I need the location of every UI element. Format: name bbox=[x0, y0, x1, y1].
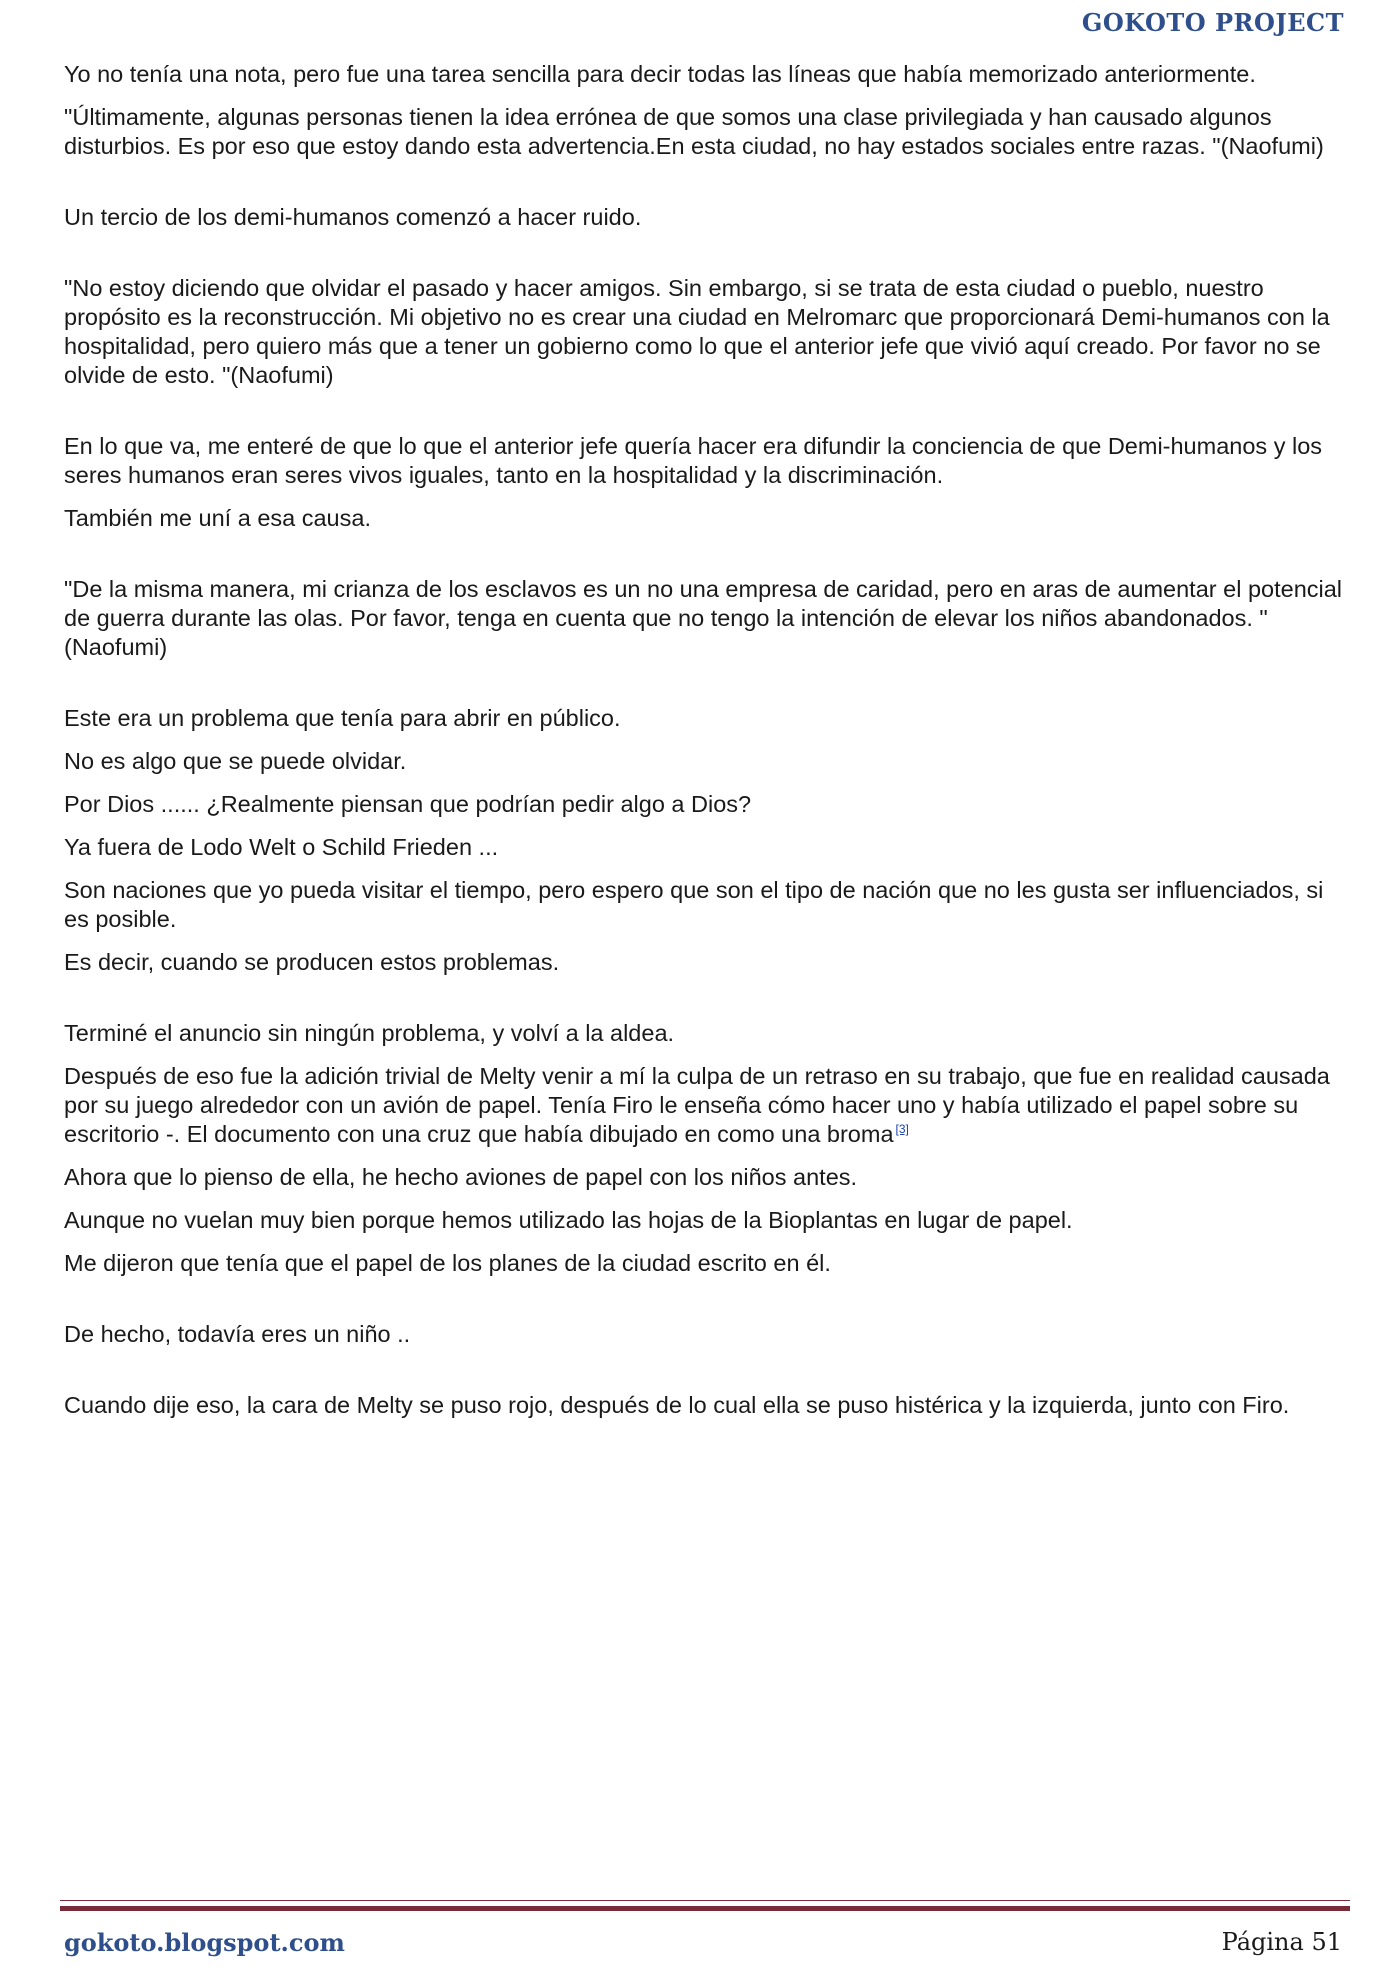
header-brand: GOKOTO PROJECT bbox=[1081, 8, 1344, 37]
paragraph-5: En lo que va, me enteré de que lo que el anterior jefe quería hacer era difundir la conciencia de que Demi-humanos y los seres humanos eran seres vivos iguales, tanto en la hospitalidad y la discriminación. bbox=[64, 433, 1323, 488]
paragraph-15 bbox=[64, 1062, 1354, 1149]
footnote-link[interactable]: [3] bbox=[895, 1122, 909, 1137]
paragraph-15-text: Después de eso fue la adición trivial de Melty venir a mí la culpa de un retraso en su trabajo, que fue en realidad causada por su juego alrededor con un avión de papel. Tenía Firo le enseña cómo hacer uno y había utilizado el papel sobre su escritorio -. El documento con una cruz que había dibujado en como una broma bbox=[64, 1063, 1330, 1147]
document-body bbox=[64, 60, 1354, 1434]
footer-site-url[interactable]: gokoto.blogspot.com bbox=[64, 1928, 345, 1957]
paragraph-18: Me dijeron que tenía que el papel de los planes de la ciudad escrito en él. bbox=[64, 1250, 831, 1276]
paragraph-13: Es decir, cuando se producen estos problemas. bbox=[64, 949, 560, 975]
paragraph-9: No es algo que se puede olvidar. bbox=[64, 748, 407, 774]
paragraph-12: Son naciones que yo pueda visitar el tiempo, pero espero que son el tipo de nación que no les gusta ser influenciados, si es posible. bbox=[64, 877, 1324, 932]
paragraph-11: Ya fuera de Lodo Welt o Schild Frieden ... bbox=[64, 834, 499, 860]
paragraph-17: Aunque no vuelan muy bien porque hemos utilizado las hojas de la Bioplantas en lugar de papel. bbox=[64, 1207, 1073, 1233]
footer-divider-thin bbox=[60, 1900, 1350, 1901]
paragraph-20: Cuando dije eso, la cara de Melty se puso rojo, después de lo cual ella se puso histérica y la izquierda, junto con Firo. bbox=[64, 1392, 1290, 1418]
paragraph-10: Por Dios ...... ¿Realmente piensan que podrían pedir algo a Dios? bbox=[64, 791, 752, 817]
paragraph-1: Yo no tenía una nota, pero fue una tarea sencilla para decir todas las líneas que había memorizado anteriormente. bbox=[64, 61, 1256, 87]
paragraph-16: Ahora que lo pienso de ella, he hecho aviones de papel con los niños antes. bbox=[64, 1164, 858, 1190]
footer-divider-thick bbox=[60, 1906, 1350, 1911]
footer-page-number: Página 51 bbox=[1221, 1928, 1342, 1956]
paragraph-3: Un tercio de los demi-humanos comenzó a hacer ruido. bbox=[64, 204, 642, 230]
paragraph-2: "Últimamente, algunas personas tienen la idea errónea de que somos una clase privilegiada y han causado algunos disturbios. Es por eso que estoy dando esta advertencia.En esta ciudad, no hay estados sociales entre razas. "(Naofumi) bbox=[64, 104, 1324, 159]
paragraph-8: Este era un problema que tenía para abrir en público. bbox=[64, 705, 621, 731]
paragraph-19: De hecho, todavía eres un niño .. bbox=[64, 1321, 411, 1347]
paragraph-4: "No estoy diciendo que olvidar el pasado y hacer amigos. Sin embargo, si se trata de esta ciudad o pueblo, nuestro propósito es la reconstrucción. Mi objetivo no es crear una ciudad en Melromarc que proporcionará Demi-humanos con la hospitalidad, pero quiero más que a tener un gobierno como lo que el anterior jefe que vivió aquí creado. Por favor no se olvide de esto. "(Naofumi) bbox=[64, 275, 1330, 388]
paragraph-14: Terminé el anuncio sin ningún problema, y volví a la aldea. bbox=[64, 1020, 675, 1046]
paragraph-7: "De la misma manera, mi crianza de los esclavos es un no una empresa de caridad, pero en aras de aumentar el potencial de guerra durante las olas. Por favor, tenga en cuenta que no tengo la intención de elevar los niños abandonados. "(Naofumi) bbox=[64, 576, 1343, 660]
paragraph-6: También me uní a esa causa. bbox=[64, 505, 371, 531]
